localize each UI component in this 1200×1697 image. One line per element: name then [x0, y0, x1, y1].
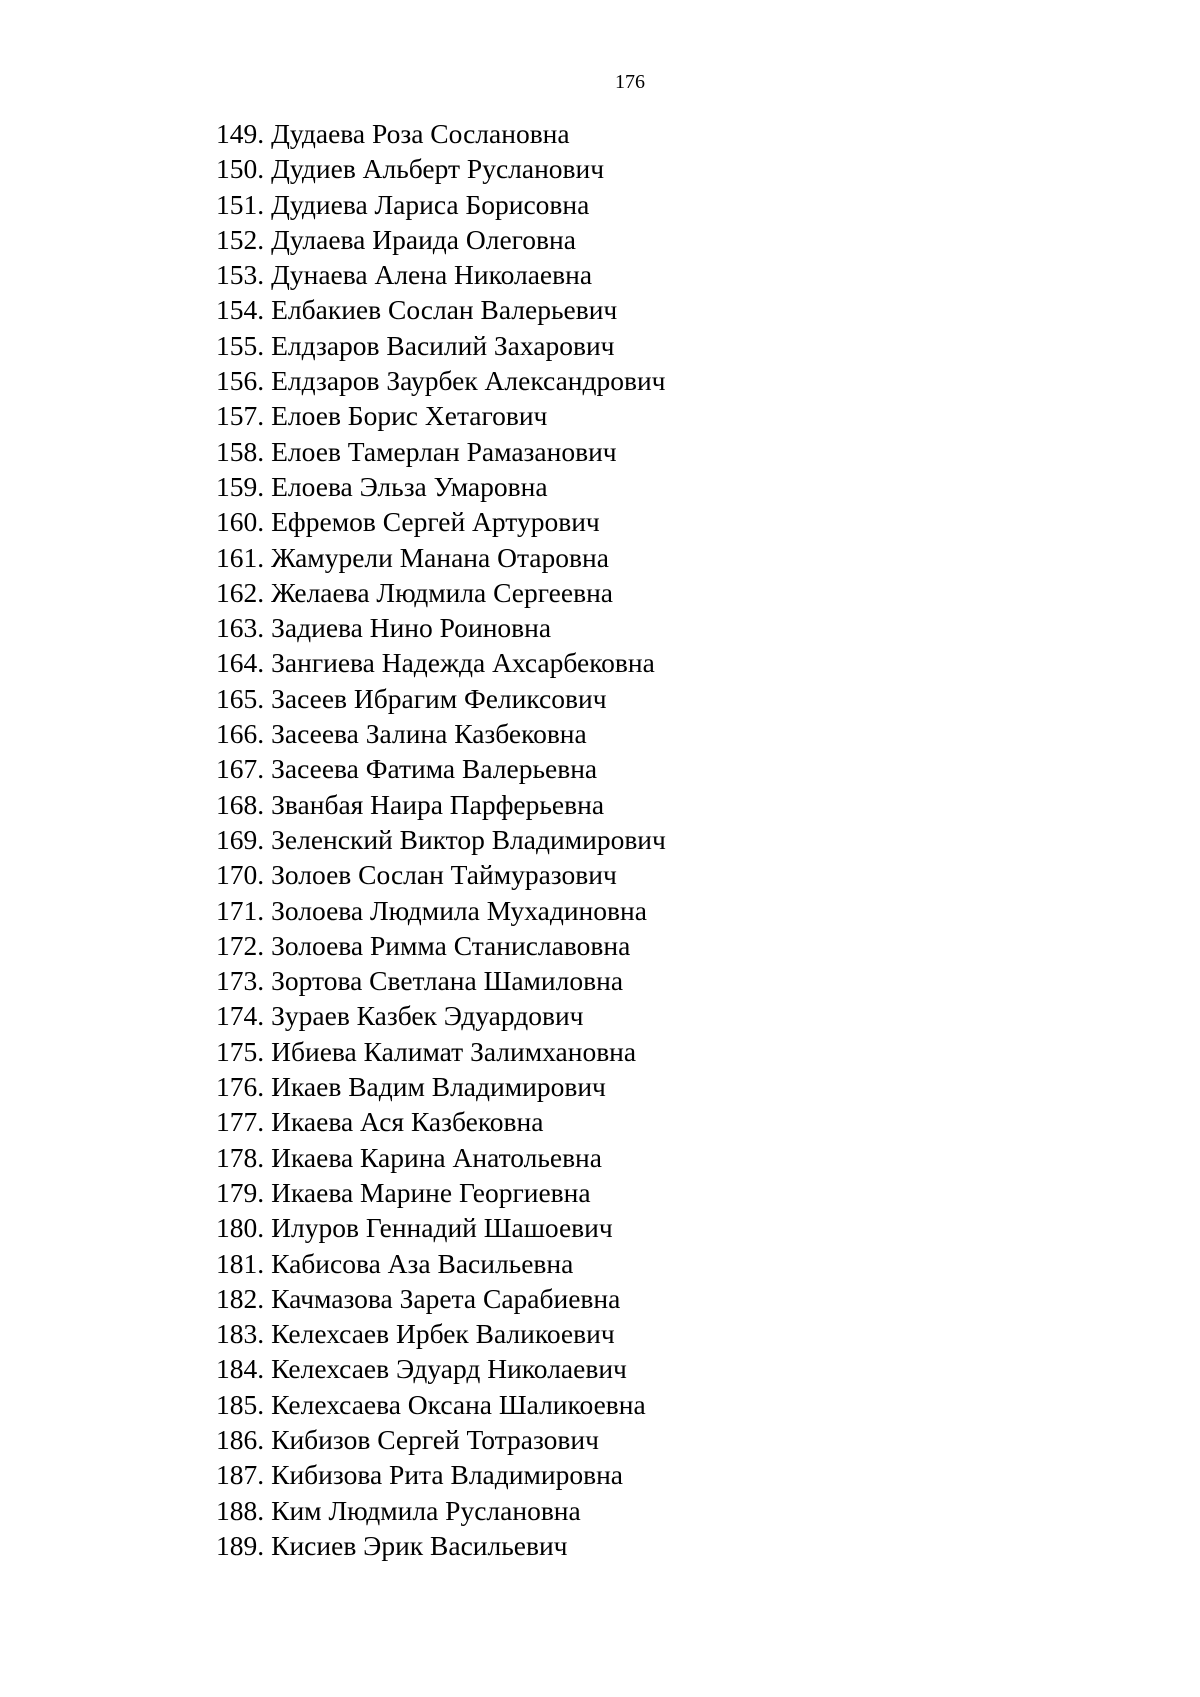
list-item-number: 161.: [216, 541, 265, 573]
list-item: [216, 1281, 666, 1316]
list-item-number: 150.: [216, 153, 265, 185]
list-item-name: Зураев Казбек Эдуардович: [271, 1000, 584, 1032]
list-item-number: 185.: [216, 1388, 265, 1420]
list-item-name: Засеева Залина Казбековна: [271, 718, 587, 750]
list-item-number: 154.: [216, 294, 265, 326]
list-item: [216, 1528, 666, 1563]
list-item-number: 177.: [216, 1106, 265, 1138]
list-item: [216, 328, 666, 363]
list-item-name: Засеев Ибрагим Феликсович: [271, 682, 607, 714]
name-list: [216, 116, 666, 1563]
list-item: [216, 1246, 666, 1281]
list-item: [216, 504, 666, 539]
list-item: [216, 1387, 666, 1422]
list-item-name: Зортова Светлана Шамиловна: [271, 965, 624, 997]
list-item-number: 162.: [216, 576, 265, 608]
list-item: [216, 1034, 666, 1069]
list-item-name: Дудиева Лариса Борисовна: [271, 188, 590, 220]
list-item-name: Ким Людмила Руслановна: [271, 1494, 581, 1526]
list-item-number: 175.: [216, 1035, 265, 1067]
list-item-name: Елоева Эльза Умаровна: [271, 470, 548, 502]
list-item-number: 170.: [216, 859, 265, 891]
list-item-number: 179.: [216, 1176, 265, 1208]
list-item: [216, 292, 666, 327]
list-item-number: 165.: [216, 682, 265, 714]
list-item-name: Ибиева Калимат Залимхановна: [271, 1035, 637, 1067]
list-item: [216, 1351, 666, 1386]
list-item-name: Келехсаев Ирбек Валикоевич: [271, 1318, 615, 1350]
list-item: [216, 398, 666, 433]
list-item-number: 181.: [216, 1247, 265, 1279]
list-item-name: Кибизова Рита Владимировна: [271, 1459, 623, 1491]
list-item-name: Дунаева Алена Николаевна: [271, 259, 593, 291]
list-item-number: 166.: [216, 718, 265, 750]
list-item-name: Золоев Сослан Таймуразович: [271, 859, 617, 891]
list-item: [216, 575, 666, 610]
list-item: [216, 998, 666, 1033]
list-item-number: 188.: [216, 1494, 265, 1526]
list-item-number: 156.: [216, 365, 265, 397]
list-item-name: Икаева Ася Казбековна: [271, 1106, 544, 1138]
list-item: [216, 540, 666, 575]
list-item-name: Икаева Карина Анатольевна: [271, 1141, 602, 1173]
list-item: [216, 681, 666, 716]
list-item-name: Желаева Людмила Сергеевна: [271, 576, 613, 608]
list-item: [216, 1104, 666, 1139]
list-item-number: 174.: [216, 1000, 265, 1032]
list-item-name: Дулаева Ираида Олеговна: [271, 223, 576, 255]
list-item: [216, 1175, 666, 1210]
list-item-number: 176.: [216, 1071, 265, 1103]
list-item-number: 158.: [216, 435, 265, 467]
list-item: [216, 222, 666, 257]
list-item-name: Елдзаров Заурбек Александрович: [271, 365, 666, 397]
list-item: [216, 1493, 666, 1528]
list-item-number: 187.: [216, 1459, 265, 1491]
list-item-number: 186.: [216, 1423, 265, 1455]
list-item: [216, 1069, 666, 1104]
list-item-number: 157.: [216, 400, 265, 432]
list-item-name: Задиева Нино Роиновна: [271, 612, 552, 644]
list-item: [216, 857, 666, 892]
list-item: [216, 1210, 666, 1245]
list-item: [216, 716, 666, 751]
list-item: [216, 963, 666, 998]
list-item: [216, 787, 666, 822]
list-item: [216, 151, 666, 186]
list-item: [216, 363, 666, 398]
list-item-name: Икаев Вадим Владимирович: [271, 1071, 606, 1103]
list-item: [216, 1140, 666, 1175]
list-item-name: Икаева Марине Георгиевна: [271, 1176, 591, 1208]
list-item-name: Келехсаев Эдуард Николаевич: [271, 1353, 627, 1385]
list-item-number: 153.: [216, 259, 265, 291]
list-item-name: Качмазова Зарета Сарабиевна: [271, 1282, 621, 1314]
list-item-number: 169.: [216, 823, 265, 855]
list-item: [216, 751, 666, 786]
list-item-name: Елоев Тамерлан Рамазанович: [271, 435, 617, 467]
list-item-name: Золоева Людмила Мухадиновна: [271, 894, 647, 926]
list-item-number: 163.: [216, 612, 265, 644]
list-item-number: 160.: [216, 506, 265, 538]
list-item-name: Жамурели Манана Отаровна: [271, 541, 609, 573]
list-item: [216, 610, 666, 645]
list-item: [216, 928, 666, 963]
list-item: [216, 645, 666, 680]
list-item-name: Кибизов Сергей Тотразович: [271, 1423, 599, 1455]
list-item-name: Елдзаров Василий Захарович: [271, 329, 615, 361]
list-item-number: 149.: [216, 118, 265, 149]
page-number: 176: [615, 71, 645, 93]
list-item-number: 172.: [216, 929, 265, 961]
list-item: [216, 893, 666, 928]
list-item-number: 173.: [216, 965, 265, 997]
list-item-number: 151.: [216, 188, 265, 220]
list-item: [216, 469, 666, 504]
list-item-number: 180.: [216, 1212, 265, 1244]
list-item-name: Зангиева Надежда Ахсарбековна: [271, 647, 655, 679]
list-item-number: 171.: [216, 894, 265, 926]
list-item-name: Ефремов Сергей Артурович: [271, 506, 600, 538]
list-item-name: Келехсаева Оксана Шаликоевна: [271, 1388, 646, 1420]
list-item: [216, 1316, 666, 1351]
list-item-name: Золоева Римма Станиславовна: [271, 929, 631, 961]
list-item-number: 189.: [216, 1529, 265, 1561]
list-item-name: Кабисова Аза Васильевна: [271, 1247, 574, 1279]
list-item-name: Елбакиев Сослан Валерьевич: [271, 294, 618, 326]
list-item: [216, 187, 666, 222]
list-item-number: 168.: [216, 788, 265, 820]
list-item-number: 178.: [216, 1141, 265, 1173]
list-item-name: Зеленский Виктор Владимирович: [271, 823, 666, 855]
list-item-name: Елоев Борис Хетагович: [271, 400, 548, 432]
list-item: [216, 257, 666, 292]
list-item: [216, 1422, 666, 1457]
list-item-name: Засеева Фатима Валерьевна: [271, 753, 598, 785]
list-item: [216, 1457, 666, 1492]
list-item-name: Дудиев Альберт Русланович: [271, 153, 605, 185]
list-item-number: 159.: [216, 470, 265, 502]
list-item: [216, 116, 666, 151]
list-item-number: 155.: [216, 329, 265, 361]
list-item-number: 184.: [216, 1353, 265, 1385]
list-item-number: 182.: [216, 1282, 265, 1314]
list-item-name: Кисиев Эрик Васильевич: [271, 1529, 568, 1561]
list-item-name: Званбая Наира Парферьевна: [271, 788, 605, 820]
list-item-number: 152.: [216, 223, 265, 255]
list-item: [216, 434, 666, 469]
list-item-number: 167.: [216, 753, 265, 785]
list-item-number: 183.: [216, 1318, 265, 1350]
list-item-name: Илуров Геннадий Шашоевич: [271, 1212, 613, 1244]
list-item-name: Дудаева Роза Сослановна: [271, 118, 570, 149]
list-item-number: 164.: [216, 647, 265, 679]
list-item: [216, 822, 666, 857]
